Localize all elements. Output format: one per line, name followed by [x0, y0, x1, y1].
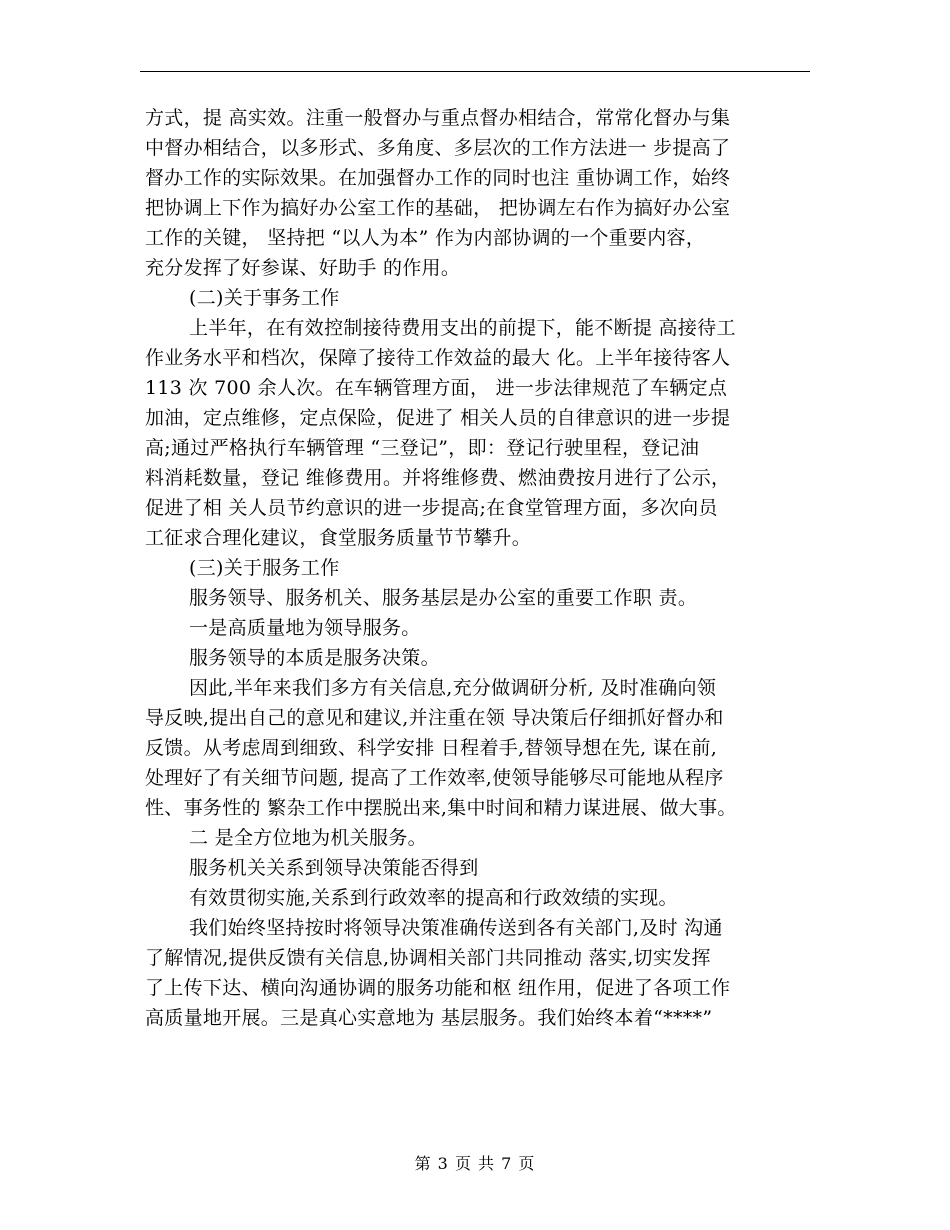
- text-line: 性、事务性的 繁杂工作中摆脱出来,集中时间和精力谋进展、做大事。: [145, 797, 737, 819]
- text-line: 我们始终坚持按时将领导决策准确传送到各有关部门,及时 沟通: [189, 917, 723, 939]
- text-line: 促进了相 关人员节约意识的进一步提高;在食堂管理方面，多次向员: [145, 497, 718, 519]
- text-line: 二 是全方位地为机关服务。: [189, 827, 427, 849]
- text-line: 料消耗数量，登记 维修费用。并将维修费、燃油费按月进行了公示，: [145, 467, 731, 489]
- text-line: 导反映,提出自己的意见和建议,并注重在领 导决策后仔细抓好督办和: [145, 707, 724, 729]
- text-line: 了上传下达、横向沟通协调的服务功能和枢 纽作用，促进了各项工作: [145, 977, 731, 999]
- text-line: 113 次 700 余人次。在车辆管理方面， 进一步法律规范了车辆定点: [145, 377, 728, 399]
- text-line: 因此,半年来我们多方有关信息,充分做调研分析, 及时准确向领: [189, 677, 717, 699]
- header-rule: [140, 71, 810, 72]
- text-line: 充分发挥了好参谋、好助手 的作用。: [145, 257, 461, 279]
- text-line: 作业务水平和档次，保障了接待工作效益的最大 化。上半年接待客人: [145, 347, 731, 369]
- text-line: 服务机关关系到领导决策能否得到: [189, 857, 479, 879]
- text-line: 一是高质量地为领导服务。: [189, 617, 421, 639]
- text-line: 服务领导、服务机关、服务基层是办公室的重要工作职 责。: [189, 587, 698, 609]
- text-line: 高质量地开展。三是真心实意地为 基层服务。我们始终本着“****”: [145, 1007, 713, 1029]
- document-body: [145, 103, 810, 1033]
- text-line: 工作的关键， 坚持把 “以人为本” 作为内部协调的一个重要内容，: [145, 227, 706, 249]
- page-footer: 第 3 页 共 7 页: [414, 1154, 536, 1173]
- text-line: (三)关于服务工作: [189, 557, 340, 579]
- text-line: 工征求合理化建议，食堂服务质量节节攀升。: [145, 527, 532, 549]
- text-line: 反馈。从考虑周到细致、科学安排 日程着手,替领导想在先, 谋在前,: [145, 737, 718, 759]
- text-line: 高;通过严格执行车辆管理 “三登记”，即：登记行驶里程，登记油: [145, 437, 700, 459]
- text-line: 服务领导的本质是服务决策。: [189, 647, 440, 669]
- text-line: 处理好了有关细节问题, 提高了工作效率,使领导能够尽可能地从程序: [145, 767, 724, 789]
- text-line: 督办工作的实际效果。在加强督办工作的同时也注 重协调工作，始终: [145, 167, 731, 189]
- text-line: (二)关于事务工作: [189, 287, 340, 309]
- text-line: 上半年，在有效控制接待费用支出的前提下，能不断提 高接待工: [189, 317, 736, 339]
- text-line: 加油，定点维修，定点保险，促进了 相关人员的自律意识的进一步提: [145, 407, 731, 429]
- text-line: 了解情况,提供反馈有关信息,协调相关部门共同推动 落实,切实发挥: [145, 947, 711, 969]
- text-line: 中督办相结合，以多形式、多角度、多层次的工作方法进一 步提高了: [145, 137, 731, 159]
- text-line: 方式，提 高实效。注重一般督办与重点督办相结合，常常化督办与集: [145, 107, 731, 129]
- text-line: 有效贯彻实施,关系到行政效率的提高和行政效绩的实现。: [189, 887, 678, 909]
- text-line: 把协调上下作为搞好办公室工作的基础， 把协调左右作为搞好办公室: [145, 197, 731, 219]
